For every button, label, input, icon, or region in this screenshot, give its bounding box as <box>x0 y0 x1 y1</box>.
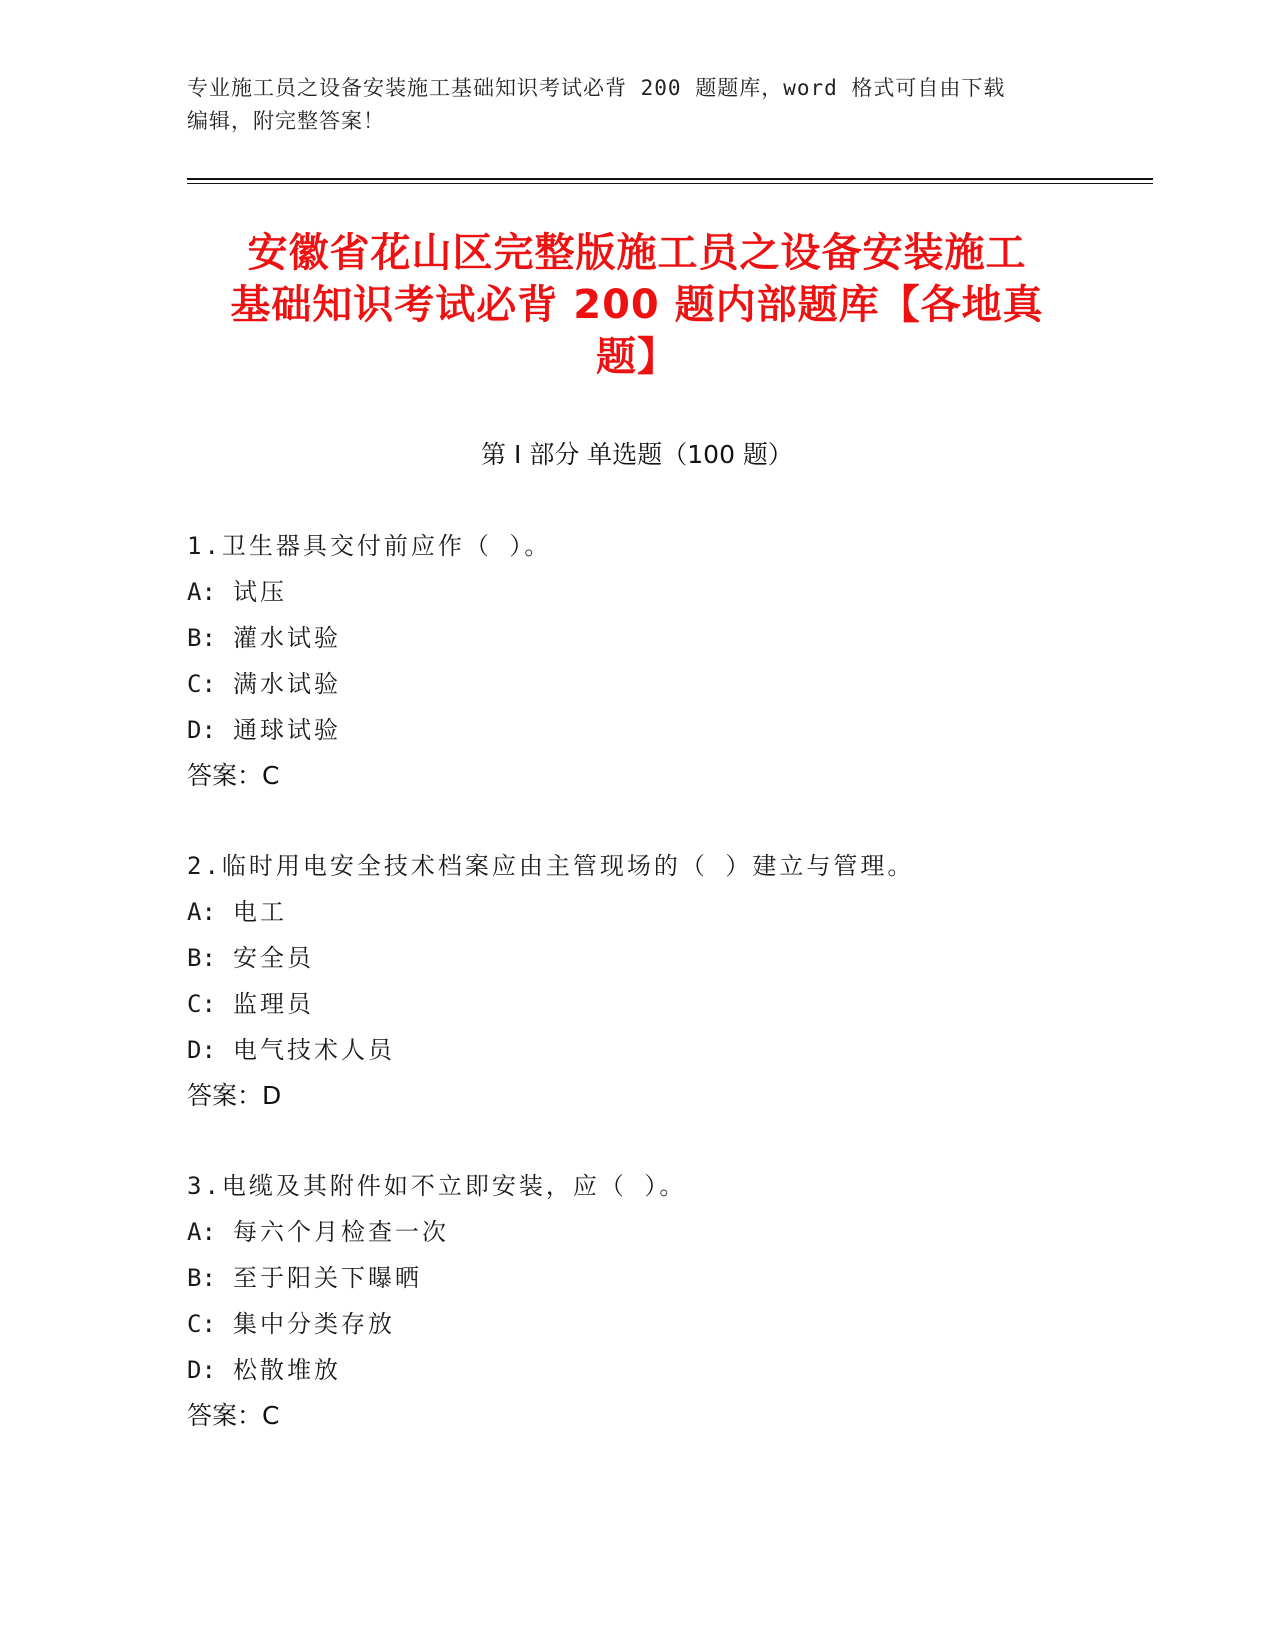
option-key: D: <box>187 1036 216 1064</box>
option-c <box>187 661 1087 707</box>
option-b <box>187 615 1087 661</box>
option-b <box>187 1255 1087 1301</box>
option-key: C: <box>187 990 216 1018</box>
option-key: B: <box>187 944 216 972</box>
option-key: D: <box>187 716 216 744</box>
option-key: A: <box>187 898 216 926</box>
option-text: 电工 <box>233 898 287 926</box>
option-key: D: <box>187 1356 216 1384</box>
option-text: 集中分类存放 <box>233 1310 395 1338</box>
question-stem: 3.电缆及其附件如不立即安装，应（ ）。 <box>187 1172 687 1200</box>
answer: 答案：D <box>187 1081 282 1110</box>
option-text: 安全员 <box>233 944 314 972</box>
question-3 <box>187 1163 1087 1439</box>
option-key: B: <box>187 1264 216 1292</box>
option-d <box>187 1027 1087 1073</box>
option-text: 电气技术人员 <box>233 1036 395 1064</box>
header-line-1: 专业施工员之设备安装施工基础知识考试必背 200 题题库，word 格式可自由下载 <box>187 76 1006 100</box>
option-key: A: <box>187 578 216 606</box>
option-a <box>187 569 1087 615</box>
option-key: C: <box>187 1310 216 1338</box>
option-d <box>187 707 1087 753</box>
header-divider-thick <box>187 178 1153 180</box>
option-b <box>187 935 1087 981</box>
option-d <box>187 1347 1087 1393</box>
header-divider-thin <box>187 183 1153 184</box>
option-text: 通球试验 <box>233 716 341 744</box>
option-key: A: <box>187 1218 216 1246</box>
question-1 <box>187 523 1087 799</box>
option-text: 灌水试验 <box>233 624 341 652</box>
question-stem: 1.卫生器具交付前应作（ ）。 <box>187 532 552 560</box>
option-text: 松散堆放 <box>233 1356 341 1384</box>
header-line-2: 编辑，附完整答案！ <box>187 109 385 133</box>
title-line-3: 题】 <box>596 334 678 380</box>
answer: 答案：C <box>187 761 280 790</box>
option-text: 至于阳关下曝晒 <box>233 1264 422 1292</box>
option-a <box>187 1209 1087 1255</box>
document-title <box>187 227 1087 383</box>
answer: 答案：C <box>187 1401 280 1430</box>
option-key: C: <box>187 670 216 698</box>
option-text: 试压 <box>233 578 287 606</box>
title-line-2: 基础知识考试必背 200 题内部题库【各地真 <box>230 282 1044 328</box>
option-c <box>187 981 1087 1027</box>
page-header <box>187 72 1087 138</box>
option-text: 满水试验 <box>233 670 341 698</box>
option-a <box>187 889 1087 935</box>
question-2 <box>187 843 1087 1119</box>
option-text: 监理员 <box>233 990 314 1018</box>
option-c <box>187 1301 1087 1347</box>
question-stem: 2.临时用电安全技术档案应由主管现场的（ ）建立与管理。 <box>187 852 915 880</box>
question-list <box>187 523 1087 1483</box>
option-text: 每六个月检查一次 <box>233 1218 449 1246</box>
option-key: B: <box>187 624 216 652</box>
section-heading: 第 I 部分 单选题（100 题） <box>481 440 793 469</box>
title-line-1: 安徽省花山区完整版施工员之设备安装施工 <box>247 230 1027 276</box>
